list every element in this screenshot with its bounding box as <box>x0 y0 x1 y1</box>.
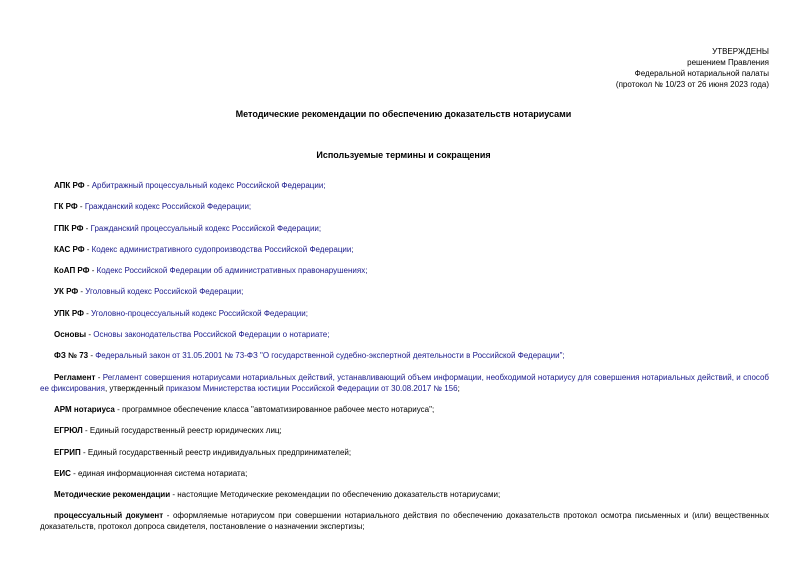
term-kas <box>40 244 769 255</box>
term-separator: - <box>78 287 86 297</box>
term-gk <box>40 201 769 212</box>
term-separator: - <box>89 266 97 276</box>
term-separator: - <box>86 330 94 340</box>
term-apk <box>40 180 769 191</box>
term-separator: - <box>84 181 92 190</box>
terms-list <box>40 180 769 543</box>
term-abbr: Регламент <box>54 372 96 382</box>
term-egrip <box>40 447 769 458</box>
term-separator: - <box>83 308 91 318</box>
term-separator: - <box>82 426 90 436</box>
term-koap <box>40 265 769 276</box>
term-abbr: КАС РФ <box>54 244 85 254</box>
term-separator: - <box>163 511 173 521</box>
term-arm <box>40 404 769 415</box>
term-definition-link[interactable]: Регламент совершения нотариусами нотариальных действий, устанавливающий объем информации, необходимой нотариусу для совершения нотариальных действий, и способ ее фиксирования <box>40 372 770 393</box>
term-definition-text: программное обеспечение класса "автоматизированное рабочее место нотариуса"; <box>121 404 435 414</box>
term-abbr: КоАП РФ <box>54 266 90 276</box>
term-definition-link[interactable]: Кодекс административного судопроизводства Российской Федерации; <box>91 244 354 254</box>
term-separator: - <box>95 372 103 382</box>
term-separator: - <box>80 447 88 457</box>
term-abbr: ЕИС <box>54 468 71 478</box>
term-abbr: Основы <box>54 330 87 340</box>
approval-line-chamber: Федеральной нотариальной палаты <box>634 69 769 78</box>
term-fz73 <box>40 350 769 361</box>
term-reglament <box>40 372 769 394</box>
approval-line-protocol: (протокол № 10/23 от 26 июня 2023 года) <box>615 80 769 89</box>
term-definition-link[interactable]: Федеральный закон от 31.05.2001 № 73-ФЗ "О государственной судебно-экспертной деятельности в Российской Федерации"; <box>95 351 565 361</box>
term-definition-link[interactable]: Гражданский процессуальный кодекс Российской Федерации; <box>90 223 322 233</box>
term-separator: - <box>70 468 78 478</box>
term-definition-text: , утвержденный <box>104 383 166 393</box>
term-osnovy <box>40 329 769 340</box>
term-definition-link[interactable]: Арбитражный процессуальный кодекс Российской Федерации; <box>91 181 326 190</box>
term-separator: - <box>84 244 92 254</box>
term-separator: - <box>170 490 178 500</box>
term-abbr: ЕГРЮЛ <box>54 426 83 436</box>
term-definition-end: ; <box>457 383 460 393</box>
term-abbr: УПК РФ <box>54 308 84 318</box>
term-abbr: процессуальный документ <box>54 511 164 521</box>
term-definition-text: Единый государственный реестр индивидуальных предпринимателей; <box>87 447 352 457</box>
document-title: Методические рекомендации по обеспечению доказательств нотариусами <box>235 109 572 119</box>
term-definition-text: оформляемые нотариусом при совершении нотариального действия по обеспечению доказательств протокол осмотра письменных и (или) вещественных доказательств, протокол допроса свидетеля, постановление о назначении экспертизы; <box>40 511 770 532</box>
term-separator: - <box>114 404 122 414</box>
term-definition-text: настоящие Методические рекомендации по обеспечению доказательств нотариусами; <box>177 490 501 500</box>
term-abbr: АПК РФ <box>54 181 85 190</box>
term-abbr: АРМ нотариуса <box>54 404 115 414</box>
term-uk <box>40 286 769 297</box>
approval-block <box>616 46 769 90</box>
section-title: Используемые термины и сокращения <box>316 150 491 160</box>
term-separator: - <box>77 202 85 212</box>
term-definition-link[interactable]: Уголовно-процессуальный кодекс Российской Федерации; <box>91 308 308 318</box>
term-separator: - <box>83 223 91 233</box>
term-definition-text: единая информационная система нотариата; <box>77 468 248 478</box>
term-separator: - <box>88 351 96 361</box>
term-egrul <box>40 425 769 436</box>
term-eis <box>40 468 769 479</box>
term-methodical <box>40 489 769 500</box>
term-abbr: УК РФ <box>54 287 79 297</box>
term-definition-text: Единый государственный реестр юридических лиц; <box>89 426 282 436</box>
term-gpk <box>40 223 769 234</box>
term-definition-link[interactable]: Кодекс Российской Федерации об административных правонарушениях; <box>96 266 368 276</box>
term-upk <box>40 308 769 319</box>
approval-line-decision: решением Правления <box>687 58 769 67</box>
term-abbr: Методические рекомендации <box>54 490 171 500</box>
term-abbr: ГПК РФ <box>54 223 84 233</box>
term-definition-link[interactable]: Основы законодательства Российской Федерации о нотариате; <box>93 330 330 340</box>
term-abbr: ЕГРИП <box>54 447 81 457</box>
approval-line-approved: УТВЕРЖДЕНЫ <box>712 47 769 56</box>
term-abbr: ГК РФ <box>54 202 78 212</box>
term-definition-link[interactable]: Гражданский кодекс Российской Федерации; <box>84 202 252 212</box>
term-abbr: ФЗ № 73 <box>54 351 89 361</box>
term-definition-link[interactable]: Уголовный кодекс Российской Федерации; <box>85 287 244 297</box>
term-procedural-doc <box>40 510 769 532</box>
order-link[interactable]: приказом Министерства юстиции Российской Федерации от 30.08.2017 № 156 <box>165 383 458 393</box>
